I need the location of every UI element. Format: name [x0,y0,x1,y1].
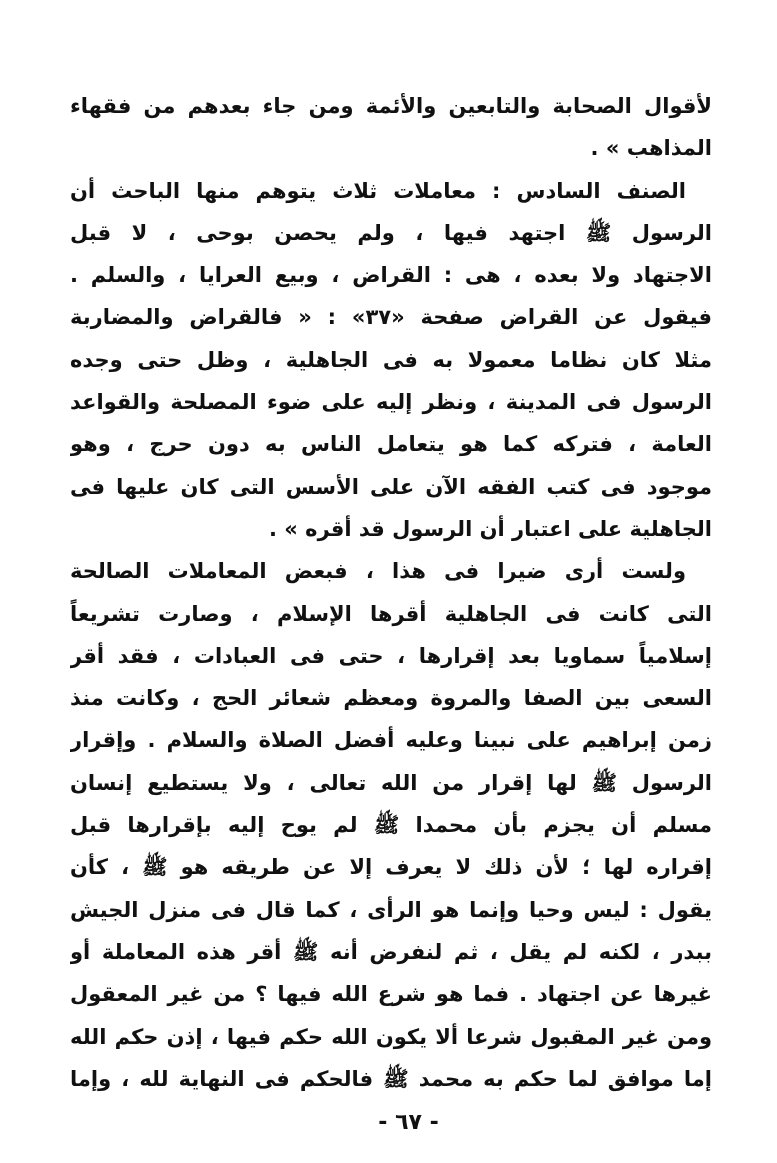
text-line: لأقوال الصحابة والتابعين والأئمة ومن جاء بعدهم من فقهاء [70,94,712,118]
text-line: المذاهب » . [590,136,712,161]
text-line: مثلا كان نظاما معمولا به فى الجاهلية ، وظل حتى وجده [70,347,712,372]
text-line: غيرها عن اجتهاد . فما هو شرع الله فيها ؟ من غير المعقول [70,982,712,1007]
text-line: الرسول فى المدينة ، ونظر إليه على ضوء المصلحة والقواعد [70,390,712,415]
text-line: ومن غير المقبول شرعا ألا يكون الله حكم فيها ، إذن حكم الله [70,1024,712,1049]
text-line: الاجتهاد ولا بعده ، هى : القراض ، وبيع العرايا ، والسلم . [70,263,712,288]
text-line: الصنف السادس : معاملات ثلاث يتوهم منها الباحث أن [70,178,686,203]
text-line: الجاهلية على اعتبار أن الرسول قد أقره » . [269,516,712,541]
text-line: التى كانت فى الجاهلية أقرها الإسلام ، وصارت تشريعاً [70,601,712,626]
text-line: زمن إبراهيم على نبينا وعليه أفضل الصلاة والسلام . وإقرار [70,728,712,753]
text-line: إسلامياً سماويا بعد إقرارها ، حتى فى العبادات ، فقد أقر [70,643,712,668]
text-line: ولست أرى ضيرا فى هذا ، فبعض المعاملات الصالحة [70,559,686,584]
text-line: الرسول ﷺ اجتهد فيها ، ولم يحصن بوحى ، لا قبل [70,220,712,245]
text-line: العامة ، فتركه كما هو يتعامل الناس به دون حرج ، وهو [70,432,712,457]
body-text [70,85,712,1100]
text-line: مسلم أن يجزم بأن محمدا ﷺ لم يوح إليه بإقرارها قبل [70,813,712,838]
text-line: يقول : ليس وحيا وإنما هو الرأى ، كما قال فى منزل الجيش [70,897,712,922]
text-line: الرسول ﷺ لها إقرار من الله تعالى ، ولا يستطيع إنسان [70,770,712,795]
text-line: ببدر ، لكنه لم يقل ، ثم لنفرض أنه ﷺ أقر هذه المعاملة أو [70,939,712,964]
text-line: موجود فى كتب الفقه الآن على الأسس التى كان عليها فى [70,474,712,499]
page-number: - ٦٧ - [378,1110,439,1135]
text-line: فيقول عن القراض صفحة «٣٧» : « فالقراض والمضاربة [70,305,712,330]
text-line: إما موافق لما حكم به محمد ﷺ فالحكم فى النهاية لله ، وإما [70,1066,712,1091]
text-line: إقراره لها ؛ لأن ذلك لا يعرف إلا عن طريقه هو ﷺ ، كأن [70,855,712,880]
text-line: السعى بين الصفا والمروة ومعظم شعائر الحج ، وكانت منذ [70,686,712,711]
